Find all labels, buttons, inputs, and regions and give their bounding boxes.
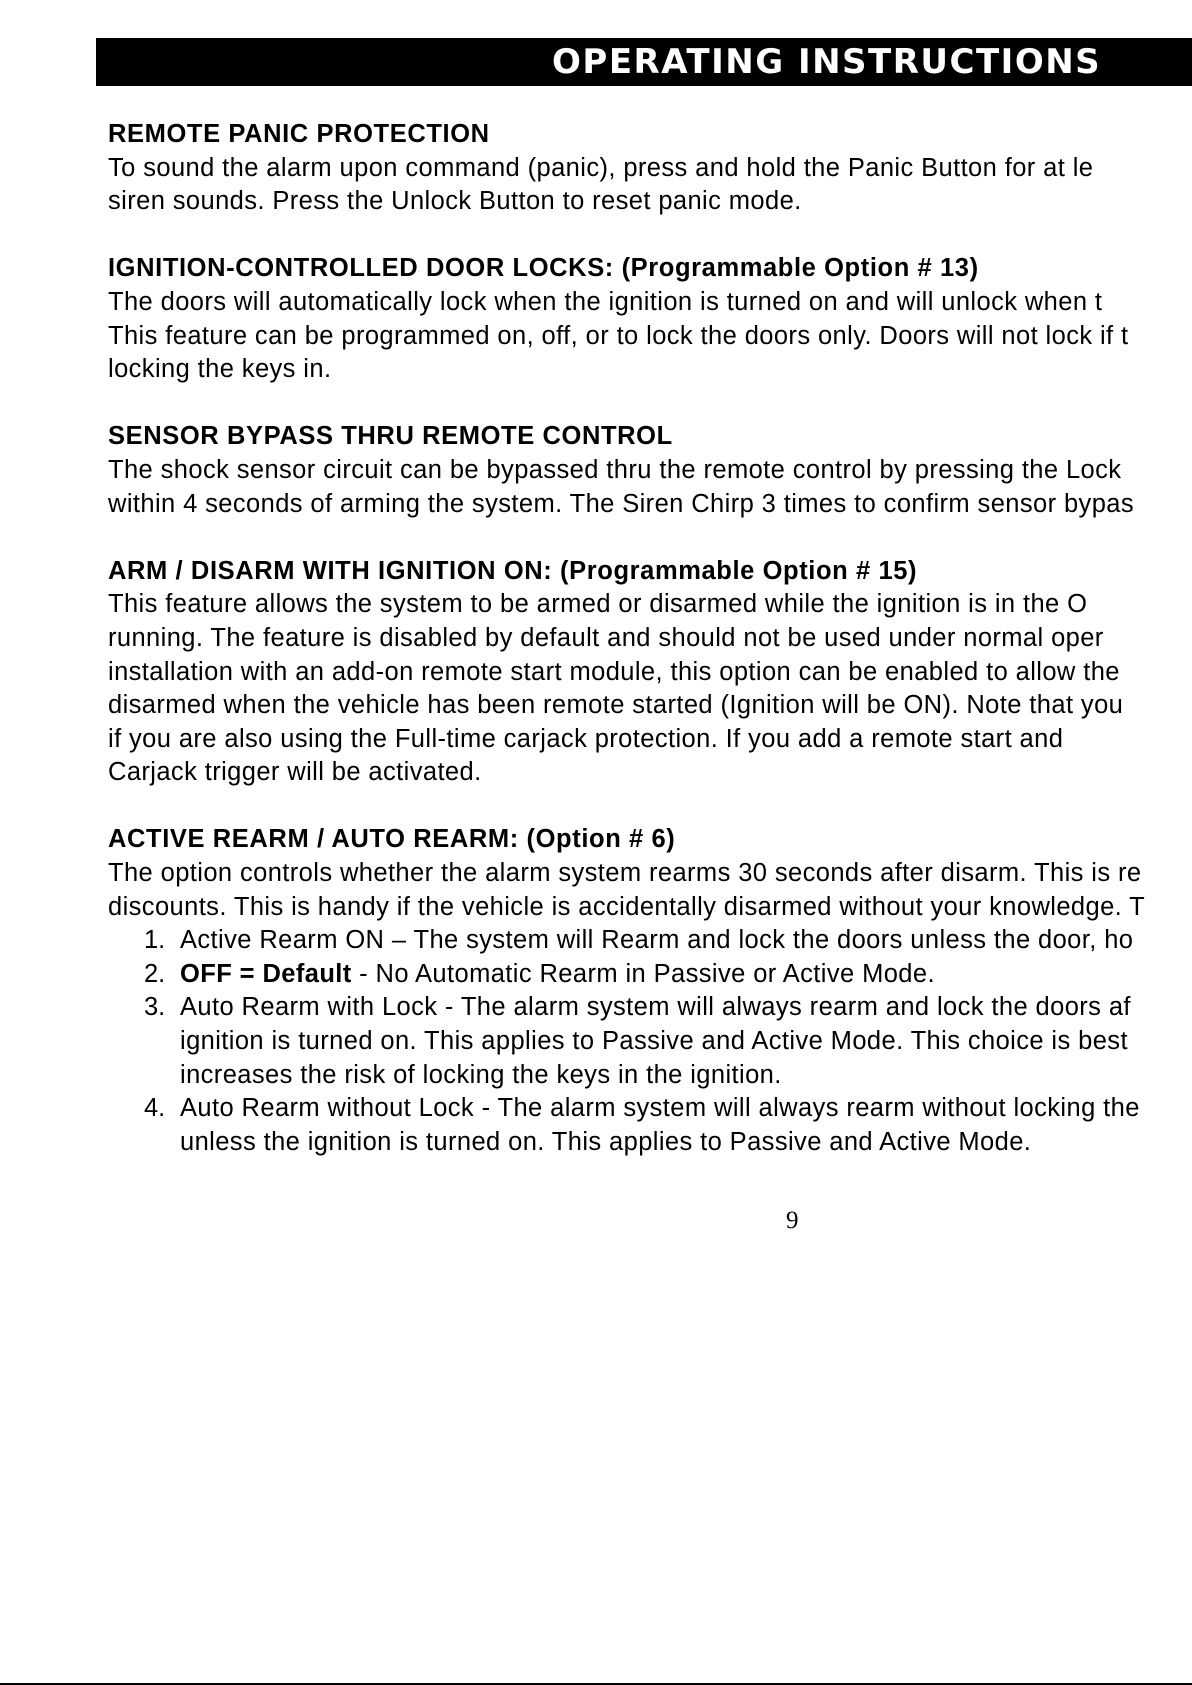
list-item-line: Auto Rearm without Lock - The alarm system will always rearm without locking the [180,1094,1140,1123]
section-active-auto-rearm [108,823,1192,1159]
list-item-line: increases the risk of locking the keys in the ignition. [180,1060,782,1089]
list-item-line [180,958,1192,992]
page-title: OPERATING INSTRUCTIONS [552,42,1102,82]
page-number: 9 [786,1207,799,1234]
body-line: This feature can be programmed on, off, or to lock the doors only. Doors will not lock if t [108,321,1129,350]
rearm-options-list [108,924,1192,1159]
section-remote-panic [108,118,1192,219]
section-heading: IGNITION-CONTROLLED DOOR LOCKS: (Programmable Option # 13) [108,254,979,283]
section-sensor-bypass [108,420,1192,521]
default-label: OFF = Default [180,959,352,988]
section-heading: REMOTE PANIC PROTECTION [108,120,490,148]
list-item [108,924,1192,958]
body-line: The shock sensor circuit can be bypassed thru the remote control by pressing the Lock [108,455,1122,484]
section-heading: SENSOR BYPASS THRU REMOTE CONTROL [108,422,673,451]
list-item-line: Active Rearm ON – The system will Rearm and lock the doors unless the door, ho [180,926,1134,955]
body-line: locking the keys in. [108,355,332,384]
body-line: discounts. This is handy if the vehicle is accidentally disarmed without your knowledge. T [108,892,1146,921]
list-number: 2. [144,959,166,988]
body-line: Carjack trigger will be activated. [108,758,482,787]
section-heading: ARM / DISARM WITH IGNITION ON: (Programmable Option # 15) [108,556,918,585]
body-line: within 4 seconds of arming the system. The Siren Chirp 3 times to confirm sensor bypas [108,489,1135,518]
list-item [108,991,1192,1092]
body-line: running. The feature is disabled by default and should not be used under normal oper [108,623,1104,652]
body-line: The doors will automatically lock when the ignition is turned on and will unlock when t [108,287,1103,316]
list-item-line: ignition is turned on. This applies to Passive and Active Mode. This choice is best [180,1027,1128,1056]
section-arm-disarm-ignition [108,555,1192,790]
list-item-line: Auto Rearm with Lock - The alarm system will always rearm and lock the doors af [180,993,1131,1022]
list-number: 4. [144,1094,166,1123]
list-item [108,1092,1192,1159]
list-number: 1. [144,926,166,955]
document-body [108,118,1192,1193]
section-heading: ACTIVE REARM / AUTO REARM: (Option # 6) [108,825,676,854]
section-ignition-door-locks [108,252,1192,386]
body-line: To sound the alarm upon command (panic), press and hold the Panic Button for at le [108,153,1094,182]
body-line: if you are also using the Full-time carjack protection. If you add a remote start and [108,724,1064,753]
list-number: 3. [144,993,166,1022]
body-line: This feature allows the system to be armed or disarmed while the ignition is in the O [108,590,1088,619]
body-line: disarmed when the vehicle has been remote started (Ignition will be ON). Note that you [108,691,1124,720]
list-item [108,958,1192,992]
body-line: The option controls whether the alarm system rearms 30 seconds after disarm. This is re [108,859,1142,888]
list-item-line: unless the ignition is turned on. This applies to Passive and Active Mode. [180,1127,1032,1156]
list-item-text: - No Automatic Rearm in Passive or Active Mode. [351,959,935,988]
body-line: installation with an add-on remote start module, this option can be enabled to allow the [108,657,1120,686]
body-line: siren sounds. Press the Unlock Button to reset panic mode. [108,187,802,216]
